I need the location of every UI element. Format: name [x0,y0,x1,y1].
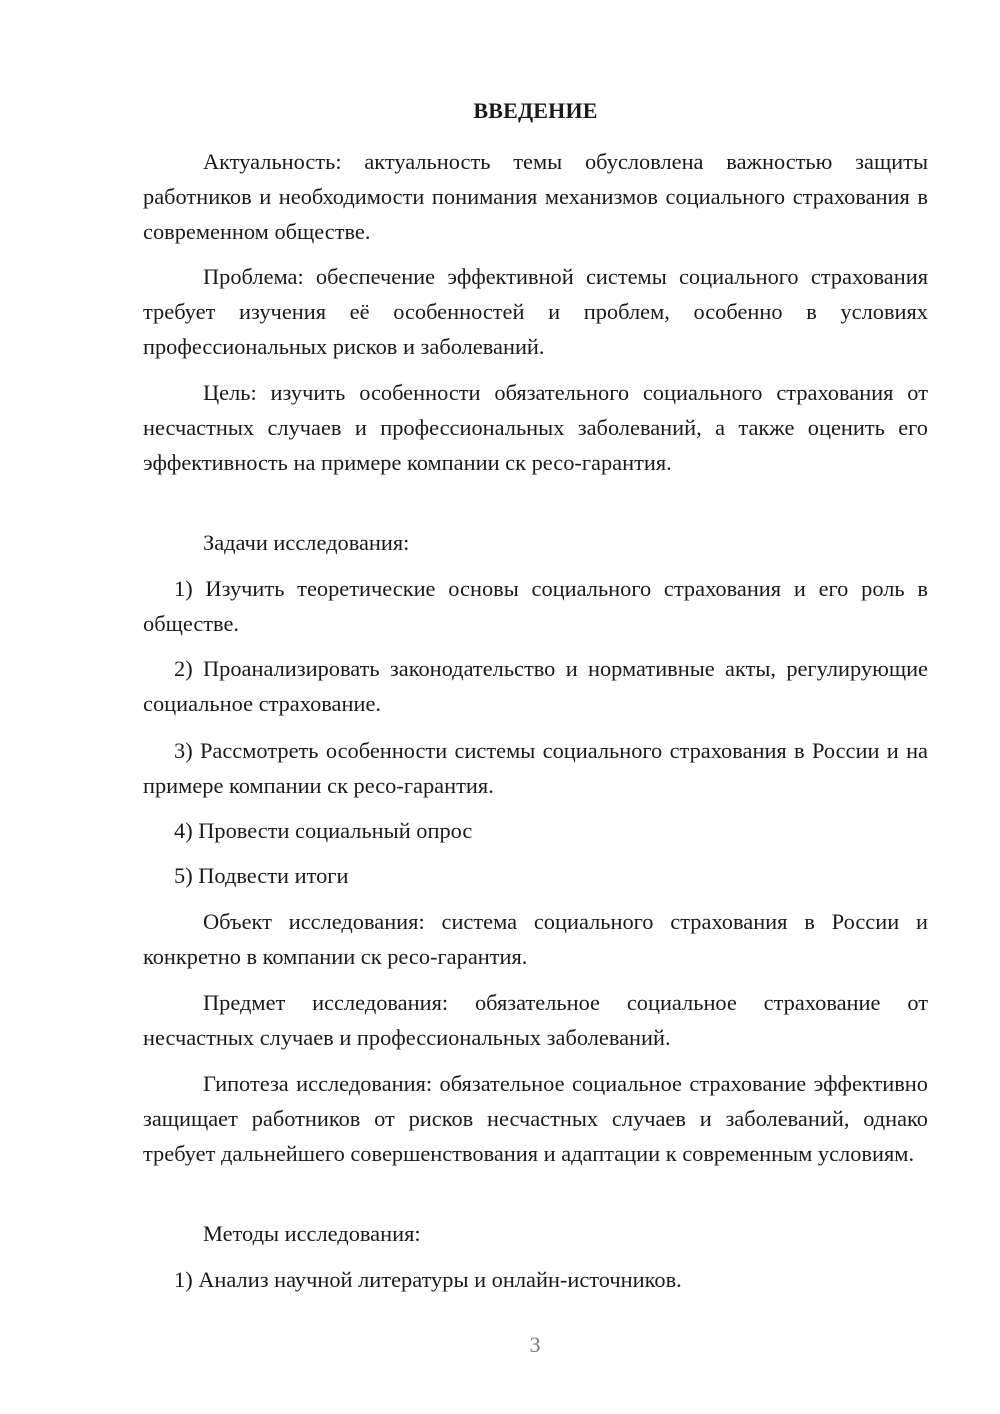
page-number: 3 [529,1332,541,1357]
paragraph-problem: Проблема: обеспечение эффективной системы социального страхования требует изучения её особенностей и проблем, особенно в условиях профессиональных рисков и заболеваний. [143,264,928,359]
task-item-5: 5) Подвести итоги [174,863,349,888]
paragraph-relevance: Актуальность: актуальность темы обусловлена важностью защиты работников и необходимости понимания механизмов социального страхования в современном обществе. [143,149,928,244]
methods-heading: Методы исследования: [203,1221,421,1246]
task-item-3: 3) Рассмотреть особенности системы социального страхования в России и на примере компании ск ресо-гарантия. [143,738,928,798]
task-item-4: 4) Провести социальный опрос [174,818,473,843]
paragraph-object: Объект исследования: система социального страхования в России и конкретно в компании ск ресо-гарантия. [143,909,928,969]
paragraph-goal: Цель: изучить особенности обязательного социального страхования от несчастных случаев и профессиональных заболеваний, а также оценить его эффективность на примере компании ск ресо-гарантия. [143,380,928,475]
paragraph-subject: Предмет исследования: обязательное социальное страхование от несчастных случаев и профессиональных заболеваний. [143,990,928,1050]
method-item-1: 1) Анализ научной литературы и онлайн-источников. [174,1267,682,1292]
paragraph-hypothesis: Гипотеза исследования: обязательное социальное страхование эффективно защищает работников от рисков несчастных случаев и заболеваний, однако требует дальнейшего совершенствования и адаптации к современным условиям. [143,1071,928,1166]
tasks-heading: Задачи исследования: [203,530,410,555]
task-item-2: 2) Проанализировать законодательство и нормативные акты, регулирующие социальное страхование. [143,656,928,716]
task-item-1: 1) Изучить теоретические основы социального страхования и его роль в обществе. [143,576,928,636]
section-title: ВВЕДЕНИЕ [473,98,598,123]
